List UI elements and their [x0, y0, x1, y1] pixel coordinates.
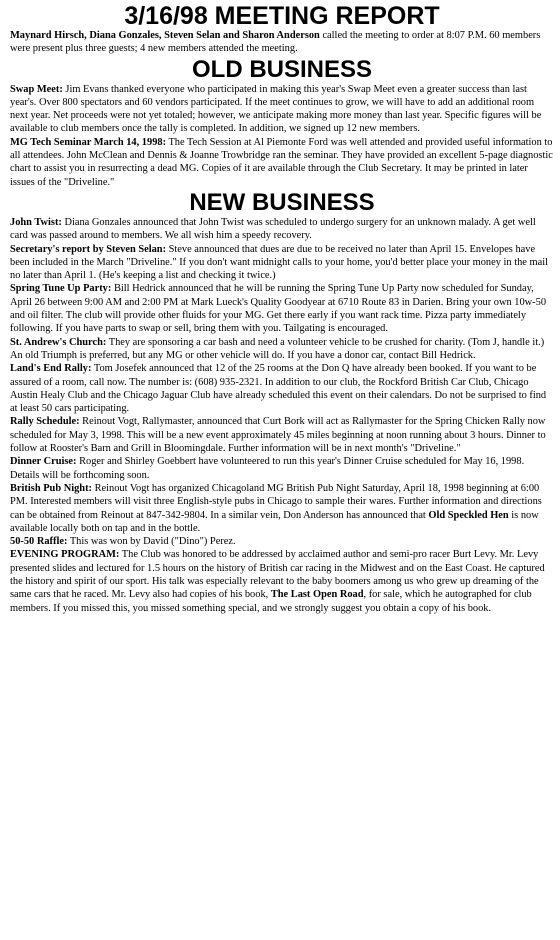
- old-business-heading: OLD BUSINESS: [191, 55, 373, 83]
- evening-program-text-b: , for sale, which he autographed for club members. If you missed this, you missed something special, and we strongly suggest you obtain a copy of his book.: [10, 589, 532, 614]
- evening-program-text-a: The Club was honored to be addressed by acclaimed author and semi-pro racer Burt Levy. Mr. Levy presented slides and lectured for 1.5 hours on the history of British car racing in the Midwest and on the East Coast. He captured the history and spirit of our sport. His talk was especially relevant to the baby boomers among us who grew up dreaming of the same cars that he raced. Mr. Levy also had copies of his book,: [10, 549, 545, 601]
- raffle-label: 50-50 Raffle:: [10, 536, 68, 548]
- evening-program-label: EVENING PROGRAM:: [10, 549, 120, 561]
- secretary-paragraph: [10, 243, 554, 283]
- rally-schedule-label: Rally Schedule:: [10, 416, 80, 428]
- tune-up-label: Spring Tune Up Party:: [10, 283, 112, 295]
- tech-seminar-label: MG Tech Seminar March 14, 1998:: [10, 136, 167, 148]
- rally-schedule-paragraph: [10, 415, 554, 455]
- page-title: 3/16/98 MEETING REPORT: [124, 2, 440, 30]
- dinner-cruise-label: Dinner Cruise:: [10, 456, 77, 468]
- st-andrews-paragraph: [10, 336, 554, 363]
- pub-night-text-a: Reinout Vogt has organized Chicagoland MG British Pub Night Saturday, April 18, 1998 beginning at 6:00 PM. Interested members will visit three English-style pubs in Chicago to sample their wares. Further information and directions can be obtained from Reinout at 847-342-9804. In a similar vein, Don Anderson has announced that: [10, 482, 542, 521]
- lands-end-label: Land's End Rally:: [10, 363, 92, 375]
- tune-up-text: Bill Hedrick announced that he will be running the Spring Tune Up Party now scheduled for Sunday, April 26 between 9:00 AM and 2:00 PM at Mark Lueck's Quality Goodyear at 6710 Route 83 in Darien. Bring your own 10w-50 and oil filter. The club will provide other fluids for your MG. Get there early if you want rack time. Pizza party immediately following. If you have parts to swap or sell, bring them with you. Tailgating is encouraged.: [10, 283, 547, 335]
- st-andrews-label: St. Andrew's Church:: [10, 336, 107, 348]
- evening-program-paragraph: [10, 548, 554, 614]
- lands-end-paragraph: [10, 362, 554, 415]
- intro-paragraph: [10, 29, 554, 56]
- intro-text: called the meeting to order at 8:07 P.M. 60 members were present plus three guests; 4 new members attended the meeting.: [10, 30, 541, 55]
- john-twist-text: Diana Gonzales announced that John Twist was scheduled to undergo surgery for an unknown malady. A get well card was passed around to members. We all wish him a speedy recovery.: [10, 216, 536, 242]
- dinner-cruise-paragraph: [10, 455, 554, 482]
- swap-meet-paragraph: [10, 83, 554, 136]
- st-andrews-text: They are sponsoring a car bash and need a volunteer vehicle to be crushed for charity. (Tom J, handle it.) An old Triumph is preferred, but any MG or other vehicle will do. If you have a donor car, contact Bill Hedrick.: [10, 336, 545, 361]
- pub-night-label: British Pub Night:: [10, 482, 92, 494]
- intro-lead: Maynard Hirsch, Diana Gonzales, Steven Selan and Sharon Anderson: [10, 30, 320, 41]
- john-twist-label: John Twist:: [10, 216, 62, 228]
- pub-night-paragraph: [10, 482, 554, 535]
- john-twist-paragraph: [10, 216, 554, 243]
- tune-up-paragraph: [10, 282, 554, 335]
- pub-night-beer-name: Old Speckled Hen: [428, 509, 509, 521]
- swap-meet-label: Swap Meet:: [10, 83, 63, 95]
- tech-seminar-paragraph: [10, 136, 554, 189]
- raffle-text: This was won by David ("Dino") Perez.: [67, 536, 236, 548]
- tech-seminar-text: The Tech Session at Al Piemonte Ford was well attended and provided useful information to all attendees. John McClean and Dennis & Joanne Trowbridge ran the seminar. They have provided an excellent 5-page diagnostic chart to assist you in resurrecting a dead MG. Copies of it are available through the Club Secretary. It may be printed in later issues of the "Driveline.": [10, 136, 553, 188]
- swap-meet-text: Jim Evans thanked everyone who participated in making this year's Swap Meet even a greater success than last year's. Over 800 spectators and 60 vendors participated. If the meet continues to grow, we will have to add an additional room next year. Net proceeds were not yet totaled; however, we anticipate making more money than last year. Specific figures will be available to club members once the tally is completed. In addition, we signed up 12 new members.: [10, 83, 542, 135]
- rally-schedule-text: Reinout Vogt, Rallymaster, announced that Curt Bork will act as Rallymaster for the Spring Chicken Rally now scheduled for May 3, 1998. This will be a new event approximately 45 miles beginning at noon running about 3 hours. Dinner to follow at Rooster's Barn and Grill in Bloomingdale. Further information will be in next month's "Driveline.": [10, 416, 546, 455]
- lands-end-text: Tom Josefek announced that 12 of the 25 rooms at the Don Q have already been booked. If you want to be assured of a room, call now. The number is: (608) 935-2321. In addition to our club, the Rockford British Car Club, Chicago Austin Healy Club and the Chicago Jaguar Club have already scheduled this event on their calendars. Do not be surprised to find at least 50 cars participating.: [10, 363, 547, 415]
- raffle-paragraph: [10, 535, 554, 548]
- pub-night-text-b: is now available locally both on tap and in the bottle.: [10, 509, 539, 534]
- dinner-cruise-text: Roger and Shirley Goebbert have volunteered to run this year's Dinner Cruise scheduled for May 16, 1998. Details will be forthcoming soon.: [10, 456, 525, 481]
- secretary-label: Secretary's report by Steven Selan:: [10, 243, 167, 255]
- secretary-text: Steve announced that dues are due to be received no later than April 15. Envelopes have been included in the March "Driveline." If you don't want midnight calls to your home, you'd better place your money in the mail no later than April 1. (He's keeping a list and checking it twice.): [10, 243, 548, 282]
- book-title: The Last Open Road: [270, 589, 364, 601]
- new-business-heading: NEW BUSINESS: [189, 188, 375, 216]
